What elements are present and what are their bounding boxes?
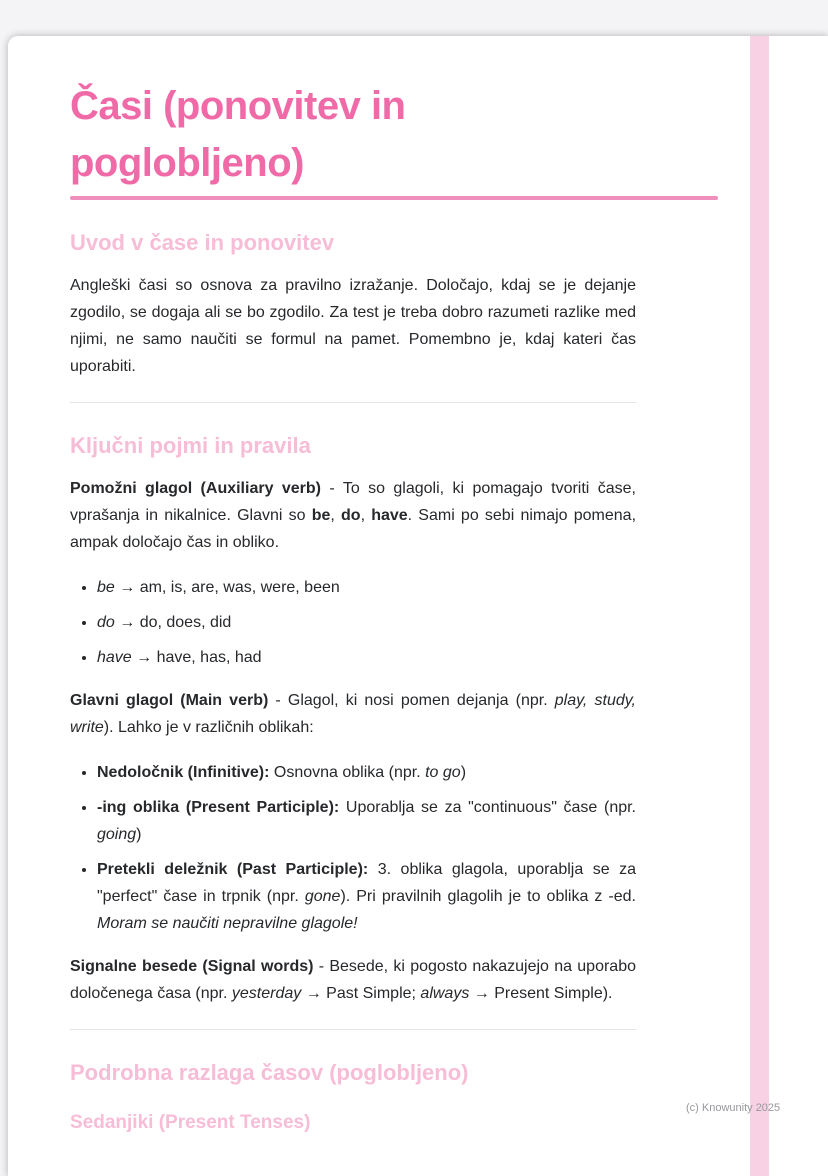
section-concepts — [70, 433, 636, 1007]
page-title: Časi (ponovitev in poglobljeno) — [70, 84, 406, 185]
subsection-heading-present-tenses: Sedanjiki (Present Tenses) — [70, 1111, 311, 1133]
section-heading-concepts: Ključni pojmi in pravila — [70, 432, 311, 458]
list-item-do: • do → do, does, did — [97, 609, 636, 636]
section-divider-2 — [70, 1029, 636, 1030]
paragraph-signal-words: Signalne besede (Signal words) - Besede, ki pogosto nakazujejo na uporabo določenega časa (npr. yesterday → Past Simple; always → Present Simple). — [70, 957, 637, 1002]
paragraph-main-verb: Glavni glagol (Main verb) - Glagol, ki nosi pomen dejanja (npr. play, study, write). Lahko je v različnih oblikah: — [70, 691, 636, 736]
verb-forms-list — [70, 759, 636, 937]
section-heading-detailed: Podrobna razlaga časov (poglobljeno) — [70, 1059, 469, 1085]
paragraph-intro: Angleški časi so osnova za pravilno izražanje. Določajo, kdaj se je dejanje zgodilo, se dogaja ali se bo zgodilo. Za test je treba dobro razumeti razlike med njimi, ne samo naučiti se formul na pamet. Pomembno je, kdaj kateri čas uporabiti. — [70, 276, 636, 375]
paragraph-auxiliary-verb: Pomožni glagol (Auxiliary verb) - To so glagoli, ki pomagajo tvoriti čase, vprašanja in nikalnice. Glavni so be, do, have. Sami po sebi nimajo pomena, ampak določajo čas in obliko. — [70, 479, 637, 551]
list-item-present-participle: • -ing oblika (Present Participle): Uporablja se za "continuous" čase (npr. going) — [97, 794, 636, 848]
list-item-infinitive: • Nedoločnik (Infinitive): Osnovna oblika (npr. to go) — [97, 759, 636, 786]
title-underline-rule — [70, 196, 718, 200]
section-divider-1 — [70, 402, 636, 403]
pink-accent-stripe — [750, 36, 769, 1176]
section-intro — [70, 230, 636, 380]
list-item-have: • have → have, has, had — [97, 644, 636, 671]
list-item-past-participle: • Pretekli deležnik (Past Participle): 3. oblika glagola, uporablja se za "perfect" čase in trpnik (npr. gone). Pri pravilnih glagolih je to oblika z -ed. Moram se naučiti nepravilne glagole! — [97, 856, 636, 937]
section-heading-intro: Uvod v čase in ponovitev — [70, 229, 335, 255]
copyright-footer: (c) Knowunity 2025 — [686, 1102, 781, 1114]
list-item-be: • be → am, is, are, was, were, been — [97, 574, 636, 601]
document-content — [70, 78, 636, 1134]
section-detailed — [70, 1060, 636, 1134]
auxiliary-forms-list — [70, 574, 636, 671]
document-page — [8, 36, 828, 1176]
